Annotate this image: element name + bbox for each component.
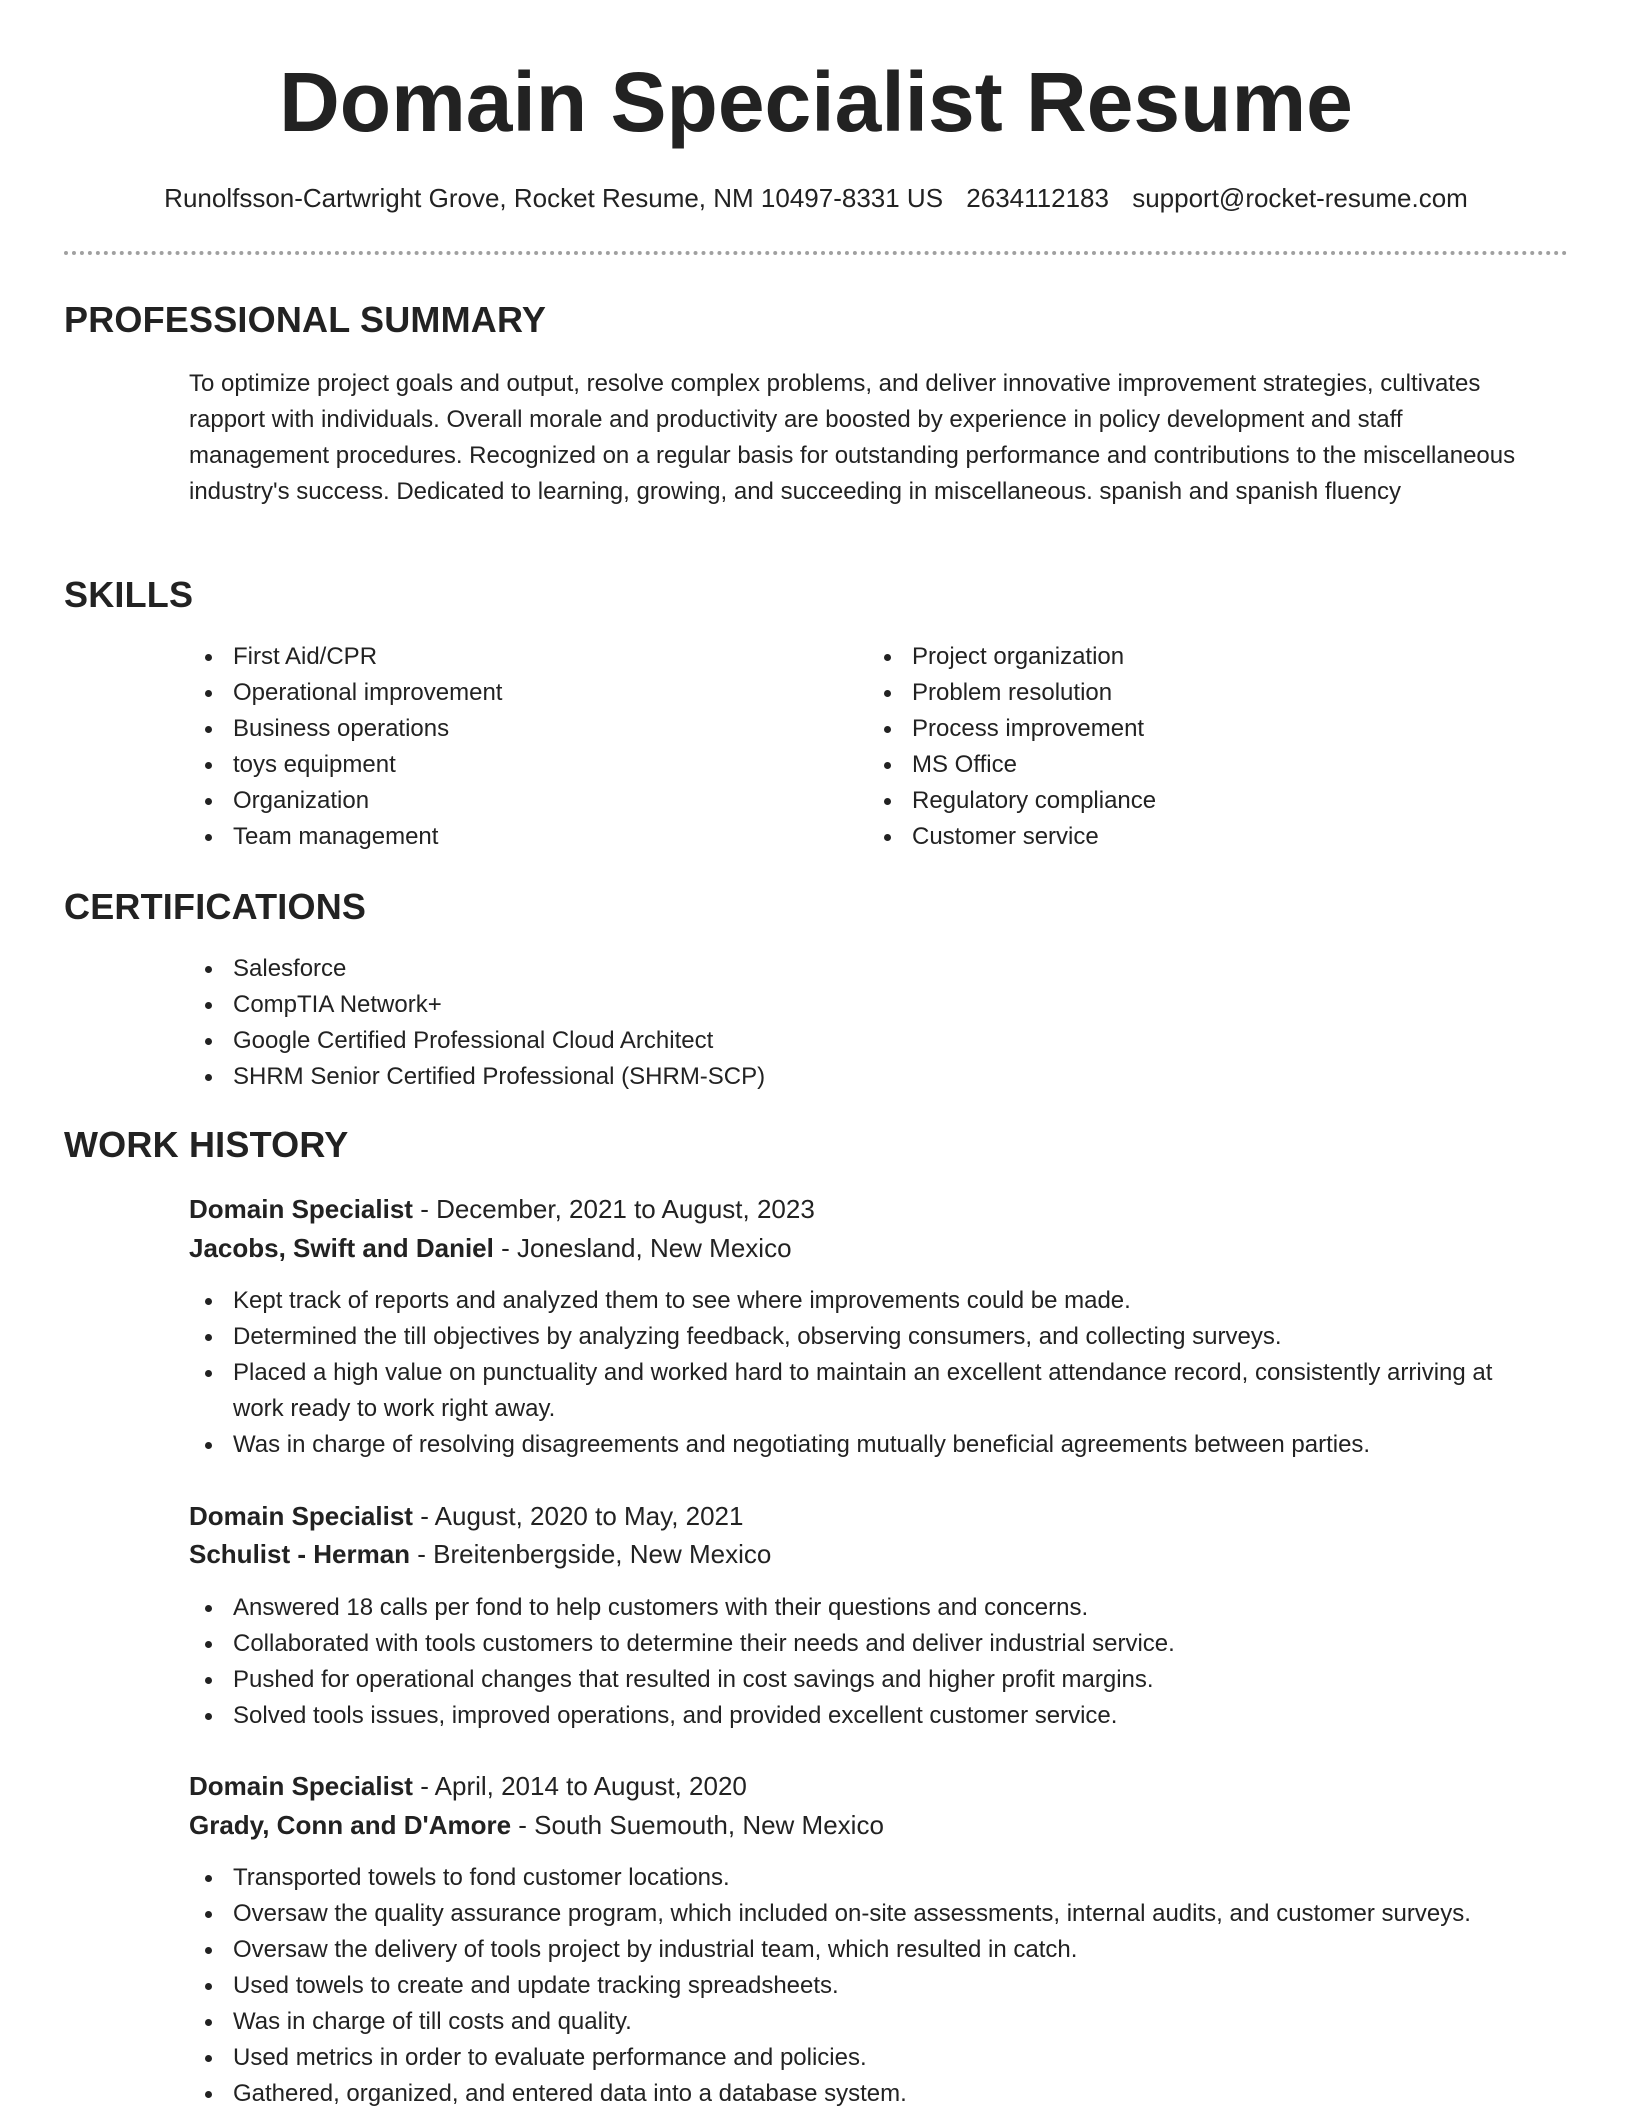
skill-item: Problem resolution	[868, 675, 1548, 711]
skill-item: MS Office	[868, 747, 1548, 783]
skill-item: Customer service	[868, 819, 1548, 855]
job-bullet: Answered 18 calls per fond to help customers with their questions and concerns.	[189, 1590, 1549, 1626]
job-title: Domain Specialist	[189, 1771, 413, 1801]
skill-item: Team management	[189, 819, 829, 855]
certifications-heading: CERTIFICATIONS	[64, 886, 367, 927]
job-bullets	[189, 1590, 1549, 1734]
skill-item: Operational improvement	[189, 675, 829, 711]
job-bullet: Used metrics in order to evaluate performance and policies.	[189, 2040, 1549, 2076]
job-bullet: Collaborated with tools customers to determine their needs and deliver industrial service.	[189, 1626, 1549, 1662]
certification-item: CompTIA Network+	[189, 987, 1549, 1023]
resume-title: Domain Specialist Resume	[279, 55, 1353, 149]
skill-item: Business operations	[189, 711, 829, 747]
job-bullet: Determined the till objectives by analyzing feedback, observing consumers, and collecting surveys.	[189, 1319, 1549, 1355]
job-bullet: Used towels to create and update tracking spreadsheets.	[189, 1968, 1549, 2004]
job-company: Grady, Conn and D'Amore	[189, 1810, 512, 1840]
job-bullets	[189, 1283, 1549, 1463]
job-dates: - August, 2020 to May, 2021	[412, 1501, 744, 1531]
job-bullet: Transported towels to fond customer locations.	[189, 1860, 1549, 1896]
job-company-line	[189, 1229, 792, 1267]
skill-item: Project organization	[868, 639, 1548, 675]
contact-phone: 2634112183	[966, 183, 1109, 213]
contact-line	[0, 180, 1632, 216]
job-company: Schulist - Herman	[189, 1539, 411, 1569]
job-company-line	[189, 1535, 771, 1573]
summary-text: To optimize project goals and output, resolve complex problems, and deliver innovative improvement strategies, cultivates rapport with individuals. Overall morale and productivity are boosted by experience in policy development and staff management procedures. Recognized on a regular basis for outstanding performance and contributions to the miscellaneous industry's success. Dedicated to learning, growing, and succeeding in miscellaneous. spanish and spanish fluency	[189, 370, 1516, 505]
job-bullet: Solved tools issues, improved operations, and provided excellent customer service.	[189, 1698, 1549, 1734]
certifications-list	[189, 951, 1549, 1095]
skills-heading: SKILLS	[64, 574, 194, 615]
skills-list-right	[868, 639, 1548, 855]
contact-address: Runolfsson-Cartwright Grove, Rocket Resume, NM 10497-8331 US	[164, 183, 944, 213]
job-title: Domain Specialist	[189, 1501, 413, 1531]
job-location: - Jonesland, New Mexico	[493, 1233, 792, 1263]
job-title-line	[189, 1767, 747, 1805]
contact-email: support@rocket-resume.com	[1132, 183, 1468, 213]
job-title-line	[189, 1497, 743, 1535]
job-location: - South Suemouth, New Mexico	[511, 1810, 884, 1840]
skill-item: First Aid/CPR	[189, 639, 829, 675]
job-dates: - December, 2021 to August, 2023	[412, 1194, 815, 1224]
job-bullet: Placed a high value on punctuality and worked hard to maintain an excellent attendance record, consistently arriving at work ready to work right away.	[189, 1355, 1549, 1427]
work-history-heading: WORK HISTORY	[64, 1124, 349, 1165]
job-bullets	[189, 1860, 1549, 2112]
certification-item: Salesforce	[189, 951, 1549, 987]
header-divider	[64, 251, 1568, 255]
job-bullet: Oversaw the delivery of tools project by industrial team, which resulted in catch.	[189, 1932, 1549, 1968]
job-title-line	[189, 1190, 815, 1228]
job-bullet: Gathered, organized, and entered data into a database system.	[189, 2076, 1549, 2112]
skill-item: Regulatory compliance	[868, 783, 1548, 819]
job-bullet: Kept track of reports and analyzed them to see where improvements could be made.	[189, 1283, 1549, 1319]
skill-item: Organization	[189, 783, 829, 819]
skill-item: Process improvement	[868, 711, 1548, 747]
job-bullet: Oversaw the quality assurance program, which included on-site assessments, internal audits, and customer surveys.	[189, 1896, 1549, 1932]
job-company: Jacobs, Swift and Daniel	[189, 1233, 494, 1263]
job-location: - Breitenbergside, New Mexico	[410, 1539, 772, 1569]
job-title: Domain Specialist	[189, 1194, 413, 1224]
job-bullet: Pushed for operational changes that resulted in cost savings and higher profit margins.	[189, 1662, 1549, 1698]
job-dates: - April, 2014 to August, 2020	[412, 1771, 747, 1801]
job-bullet: Was in charge of resolving disagreements and negotiating mutually beneficial agreements between parties.	[189, 1427, 1549, 1463]
job-company-line	[189, 1806, 884, 1844]
certification-item: SHRM Senior Certified Professional (SHRM-SCP)	[189, 1059, 1549, 1095]
skills-list-left	[189, 639, 829, 855]
summary-heading: PROFESSIONAL SUMMARY	[64, 299, 547, 340]
skill-item: toys equipment	[189, 747, 829, 783]
certification-item: Google Certified Professional Cloud Architect	[189, 1023, 1549, 1059]
job-bullet: Was in charge of till costs and quality.	[189, 2004, 1549, 2040]
